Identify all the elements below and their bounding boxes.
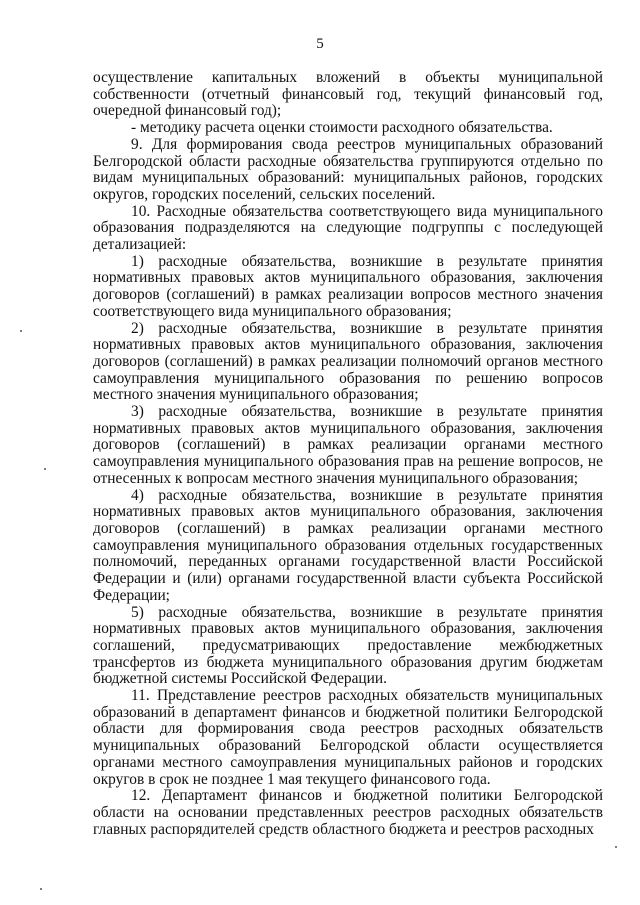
scan-speck [40, 888, 42, 890]
page-number: 5 [316, 36, 324, 52]
list-item-3: 3) расходные обязательства, возникшие в результате принятия нормативных правовых актов муниципального образования, заключения договоров (соглашений) в рамках реализации органами местного самоуправления муниципального образования прав на решение вопросов, не отнесенных к вопросам местного значения муниципального образования; [93, 403, 603, 487]
paragraph-methodology: - методику расчета оценки стоимости расходного обязательства. [131, 119, 553, 137]
scan-speck [615, 846, 617, 848]
document-body [93, 70, 603, 838]
list-item-5: 5) расходные обязательства, возникшие в результате принятия нормативных правовых актов муниципального образования, заключения соглашений, предусматривающих предоставление межбюджетных трансфертов из бюджета муниципального образования другим бюджетам бюджетной системы Российской Федерации. [93, 603, 603, 688]
scan-speck [44, 468, 46, 470]
scan-speck [20, 330, 22, 332]
paragraph-continuation: осуществление капитальных вложений в объекты муниципальной собственности (отчетный финансовый год, текущий финансовый год, очередной финансовый год); [93, 69, 603, 120]
paragraph-12: 12. Департамент финансов и бюджетной политики Белгородской области на основании представленных реестров расходных обязательств главных распорядителей средств областного бюджета и реестров расходных [93, 787, 603, 838]
paragraph-11: 11. Представление реестров расходных обязательств муниципальных образований в департамент финансов и бюджетной политики Белгородской области для формирования свода реестров расходных обязательств муниципальных образований Белгородской области осуществляется органами местного самоуправления муниципальных районов и городских округов в срок не позднее 1 мая текущего финансового года. [93, 687, 603, 788]
list-item-4: 4) расходные обязательства, возникшие в результате принятия нормативных правовых актов муниципального образования, заключения договоров (соглашений) в рамках реализации органами местного самоуправления муниципального образования отдельных государственных полномочий, переданных органами государственной власти Российской Федерации и (или) органами государственной власти субъекта Российской Федерации; [93, 486, 603, 604]
list-item-2: 2) расходные обязательства, возникшие в результате принятия нормативных правовых актов муниципального образования, заключения договоров (соглашений) в рамках реализации полномочий органов местного самоуправления муниципального образования по решению вопросов местного значения муниципального образования; [93, 319, 603, 404]
paragraph-9: 9. Для формирования свода реестров муниципальных образований Белгородской области расходные обязательства группируются отдельно по видам муниципальных образований: муниципальных районов, городских округов, городских поселений, сельских поселений. [93, 135, 603, 203]
list-item-1: 1) расходные обязательства, возникшие в результате принятия нормативных правовых актов муниципального образования, заключения договоров (соглашений) в рамках реализации вопросов местного значения соответствующего вида муниципального образования; [93, 252, 603, 320]
paragraph-10: 10. Расходные обязательства соответствующего вида муниципального образования подразделяются на следующие подгруппы с последующей детализацией: [93, 202, 603, 254]
